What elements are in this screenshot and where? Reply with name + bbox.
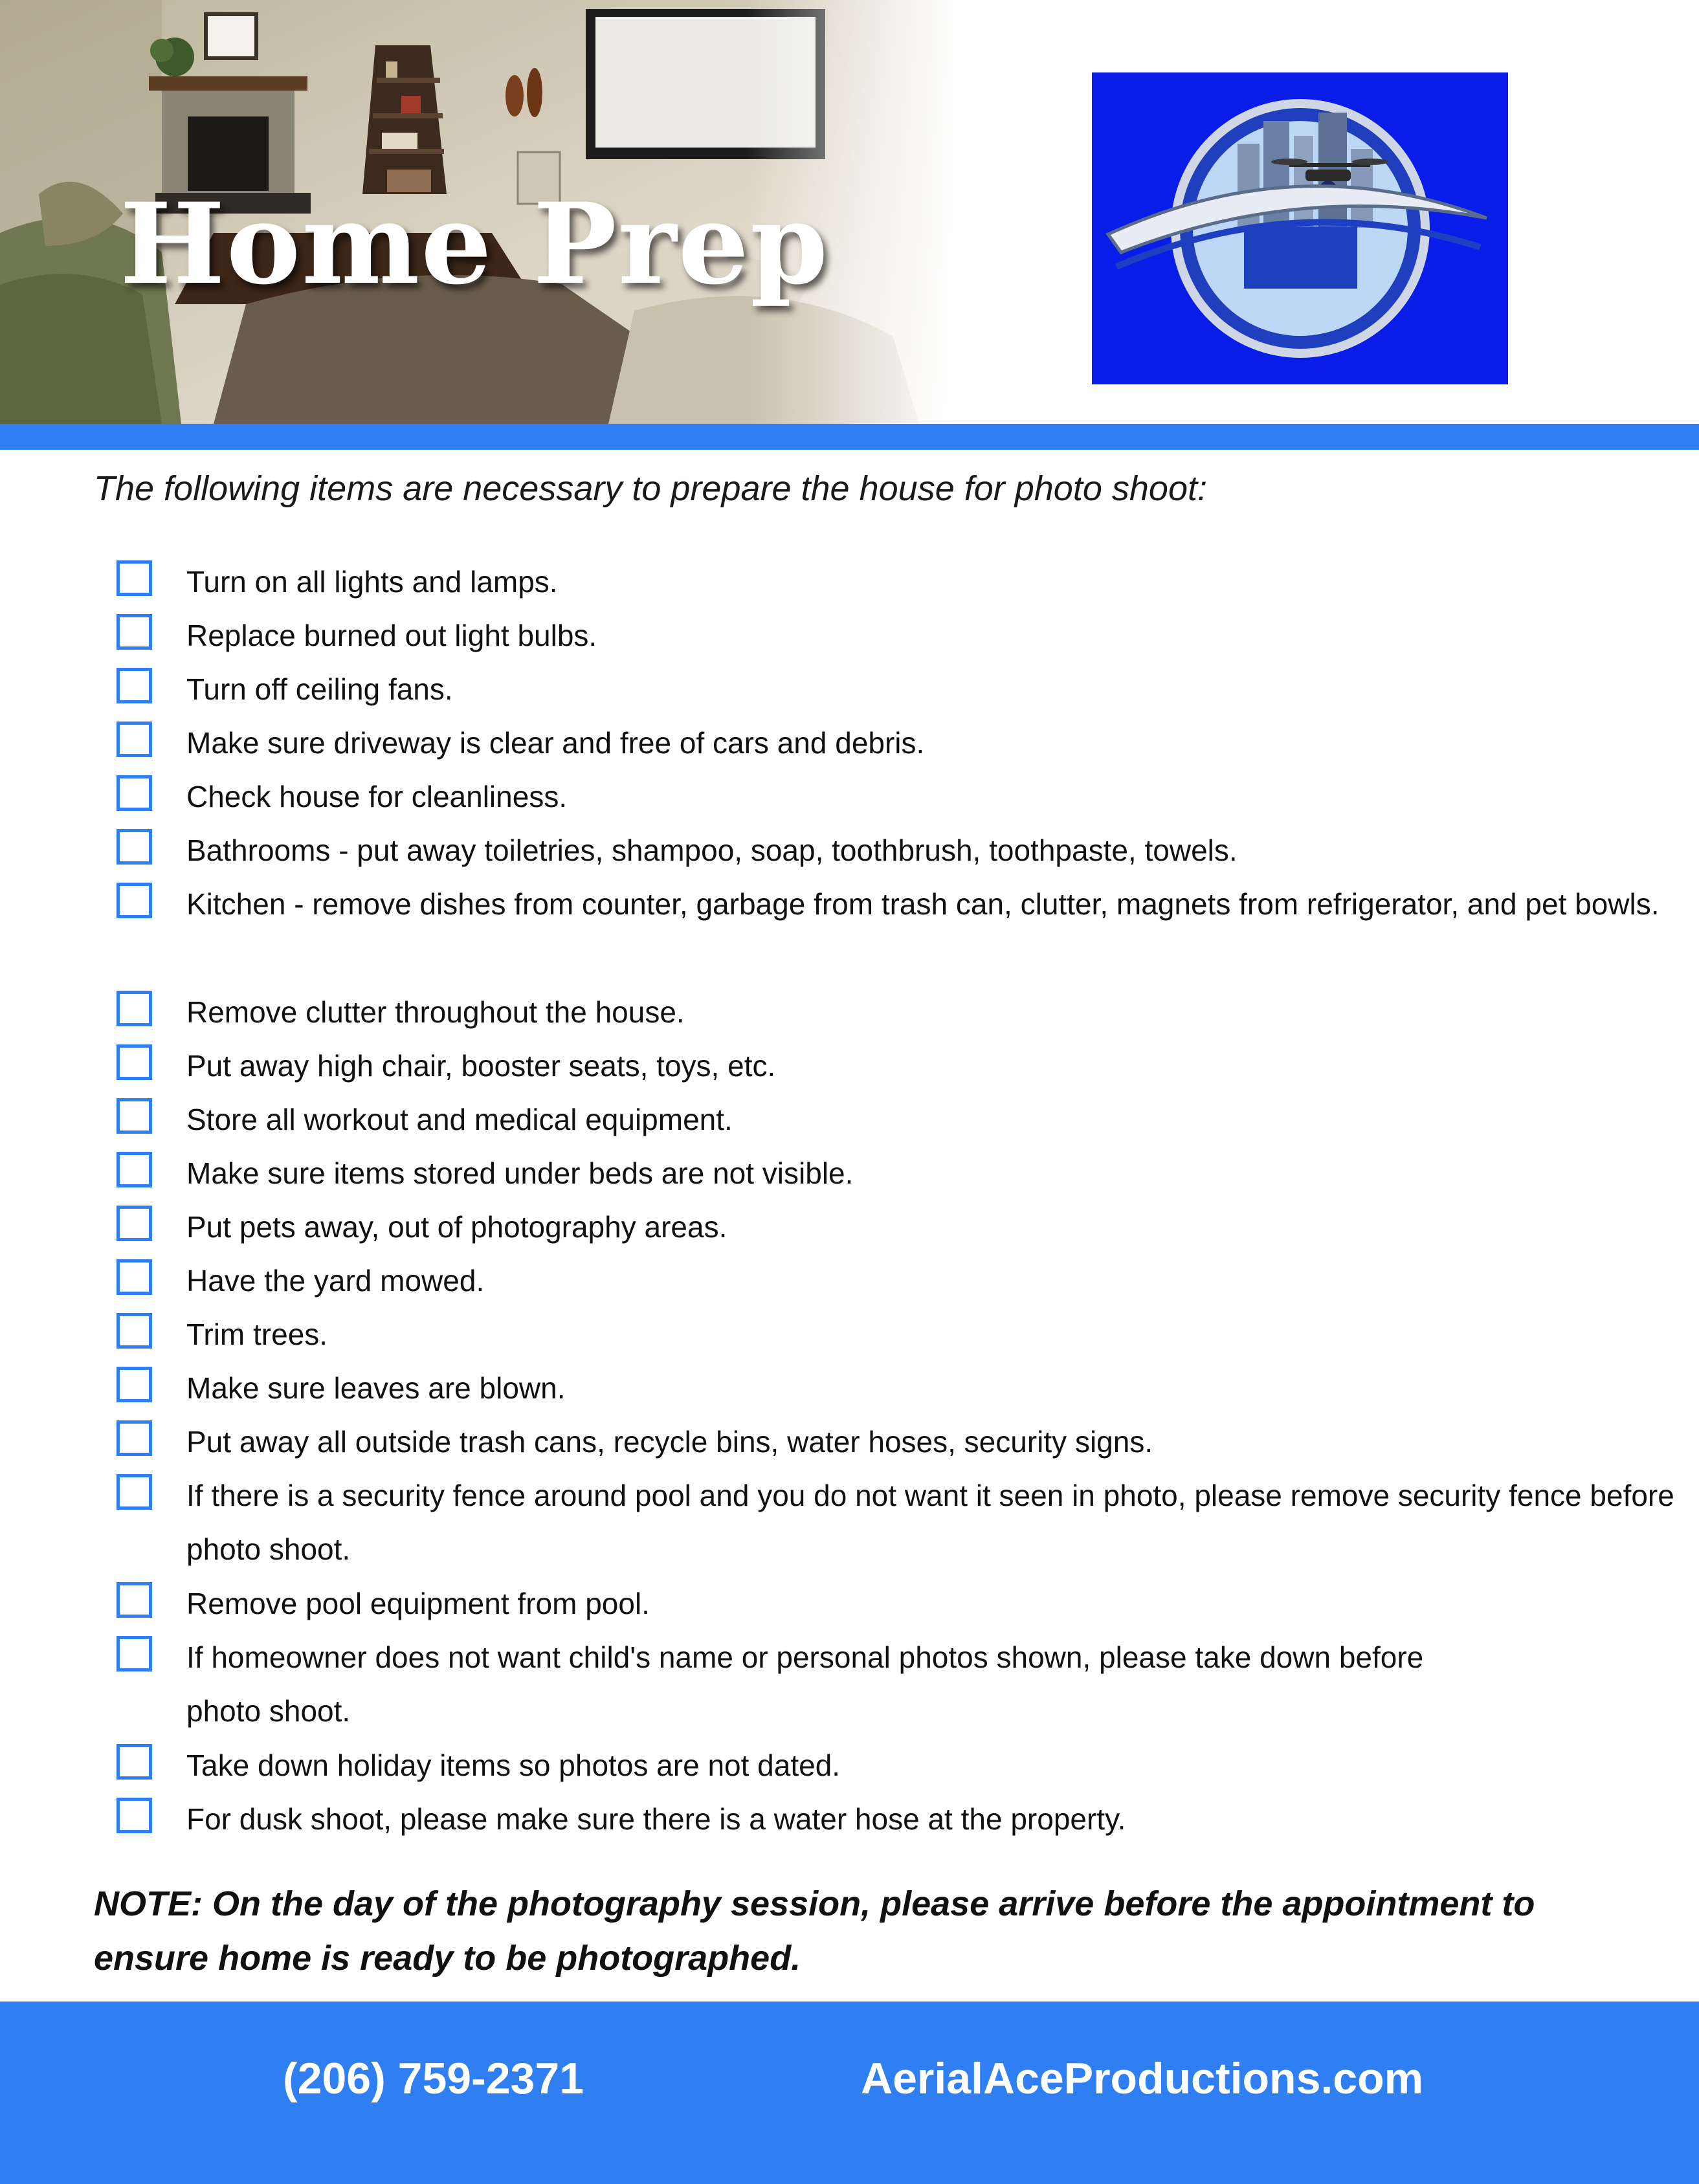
checklist-item-label: Check house for cleanliness. <box>186 780 568 813</box>
checkbox[interactable] <box>117 1420 152 1456</box>
checkbox[interactable] <box>117 829 152 865</box>
checklist-item-label: For dusk shoot, please make sure there is a water hose at the property. <box>186 1802 1126 1836</box>
checkbox[interactable] <box>117 1313 152 1349</box>
checklist-item-label: If there is a security fence around pool and you do not want it seen in photo, please remove security fence before photo shoot. <box>186 1479 1674 1566</box>
header-divider-bar <box>0 424 1699 450</box>
checkbox[interactable] <box>117 775 152 811</box>
checklist-item-label: Remove pool equipment from pool. <box>186 1587 650 1620</box>
checklist-item-label: Make sure items stored under beds are not visible. <box>186 1156 854 1190</box>
checkbox[interactable] <box>117 722 152 757</box>
checklist-item-label: Kitchen - remove dishes from counter, garbage from trash can, clutter, magnets from refrigerator, and pet bowls. <box>186 887 1660 921</box>
checklist-item-label: Turn on all lights and lamps. <box>186 565 558 599</box>
checkbox[interactable] <box>117 1744 152 1780</box>
checkbox[interactable] <box>117 1098 152 1134</box>
checkbox[interactable] <box>117 668 152 703</box>
checkbox[interactable] <box>117 614 152 650</box>
checkbox[interactable] <box>117 1798 152 1833</box>
checkbox[interactable] <box>117 1474 152 1510</box>
checkbox[interactable] <box>117 1367 152 1402</box>
checklist-item-label: Remove clutter throughout the house. <box>186 995 685 1029</box>
checklist-item-label: Put away high chair, booster seats, toys, etc. <box>186 1049 776 1083</box>
checklist-item-label: Trim trees. <box>186 1318 328 1351</box>
checkbox[interactable] <box>117 560 152 596</box>
checkbox[interactable] <box>117 1152 152 1187</box>
aerial-ace-productions-logo-graphic <box>1092 72 1508 384</box>
note-text: NOTE: On the day of the photography session, please arrive before the appointment to ensure home is ready to be photographed. <box>94 1884 1535 1978</box>
phone-number[interactable]: (206) 759-2371 <box>283 2054 584 2103</box>
checklist-item-label: Make sure leaves are blown. <box>186 1371 566 1405</box>
checklist-item-label: Have the yard mowed. <box>186 1264 485 1297</box>
footer <box>0 2002 1699 2184</box>
checklist-item-label: If homeowner does not want child's name or personal photos shown, please take down before photo shoot. <box>186 1640 1424 1728</box>
checklist-item-label: Make sure driveway is clear and free of cars and debris. <box>186 726 925 760</box>
checklist-item-label: Store all workout and medical equipment. <box>186 1103 733 1136</box>
checklist-item-label: Take down holiday items so photos are not dated. <box>186 1748 841 1782</box>
page-title: Home Prep <box>120 178 830 309</box>
website-link[interactable]: AerialAceProductions.com <box>861 2054 1424 2103</box>
checklist-item-label: Replace burned out light bulbs. <box>186 619 597 652</box>
checkbox[interactable] <box>117 1582 152 1618</box>
checklist-item-label: Turn off ceiling fans. <box>186 672 453 706</box>
checkbox[interactable] <box>117 1206 152 1241</box>
brand-logo <box>1092 72 1508 384</box>
intro-text: The following items are necessary to prepare the house for photo shoot: <box>94 469 1207 508</box>
header <box>0 0 1699 424</box>
checklist-item-label: Put pets away, out of photography areas. <box>186 1210 727 1244</box>
checkbox[interactable] <box>117 991 152 1026</box>
checklist-item-label: Bathrooms - put away toiletries, shampoo, soap, toothbrush, toothpaste, towels. <box>186 833 1238 867</box>
checkbox[interactable] <box>117 1259 152 1295</box>
checklist-item-label: Put away all outside trash cans, recycle bins, water hoses, security signs. <box>186 1425 1153 1459</box>
checkbox[interactable] <box>117 1636 152 1671</box>
checkbox[interactable] <box>117 1044 152 1080</box>
checkbox[interactable] <box>117 883 152 918</box>
